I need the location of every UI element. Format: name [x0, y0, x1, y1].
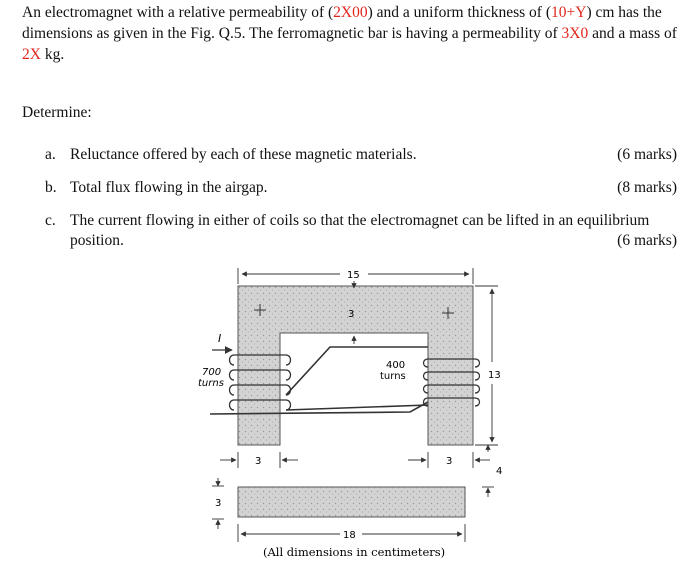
- intro-text-4: and a mass of: [588, 25, 677, 42]
- question-label: b.: [45, 179, 57, 196]
- left-leg-label: 3: [255, 456, 262, 467]
- right-turns-unit: turns: [380, 371, 406, 382]
- right-leg-label: 3: [446, 456, 453, 467]
- question-a: [45, 145, 677, 165]
- top-width-label: 15: [347, 270, 360, 281]
- determine-heading: Determine:: [22, 104, 92, 121]
- question-text: Total flux flowing in the airgap.: [70, 179, 268, 196]
- mass-value: 2X: [22, 46, 41, 63]
- current-label: I: [218, 332, 222, 345]
- intro-text-2: ) and a uniform thickness of (: [367, 4, 551, 21]
- figure-caption: (All dimensions in centimeters): [263, 545, 446, 559]
- question-label: a.: [45, 146, 56, 163]
- permeability-value: 2X00: [333, 4, 368, 21]
- air-gap-label: 4: [496, 466, 503, 477]
- bar-length-label: 18: [343, 530, 356, 541]
- height-label: 13: [488, 370, 501, 381]
- intro-text-5: kg.: [40, 46, 65, 63]
- question-marks: (6 marks): [617, 146, 677, 163]
- left-turns-unit: turns: [198, 378, 224, 389]
- question-marks: (6 marks): [617, 232, 677, 249]
- intro-text-1: An electromagnet with a relative permeability of (: [22, 4, 334, 21]
- bar-thickness-label: 3: [215, 498, 222, 509]
- thickness-value: 10+Y: [551, 4, 587, 21]
- question-text: Reluctance offered by each of these magnetic materials.: [70, 146, 417, 163]
- question-b: [45, 178, 677, 198]
- question-c: [45, 211, 677, 251]
- core-u-shape: [238, 286, 473, 445]
- question-text: The current flowing in either of coils so that the electromagnet can be lifted in an equilibrium position.: [70, 212, 650, 249]
- problem-statement: [22, 2, 678, 65]
- bar-permeability-value: 3X0: [561, 25, 589, 42]
- intro-text-3: ) cm has the dimensions as given in the Fig. Q.5. The ferromagnetic bar is having a permeability of: [22, 4, 662, 42]
- question-label: c.: [45, 212, 56, 229]
- right-turns-count: 400: [386, 360, 406, 371]
- left-turns-count: 700: [202, 367, 222, 378]
- top-thickness-label: 3: [348, 309, 355, 320]
- electromagnet-figure: [190, 262, 520, 567]
- ferromagnetic-bar: [238, 487, 465, 517]
- air-gap-dimension: [482, 445, 494, 497]
- question-marks: (8 marks): [617, 179, 677, 196]
